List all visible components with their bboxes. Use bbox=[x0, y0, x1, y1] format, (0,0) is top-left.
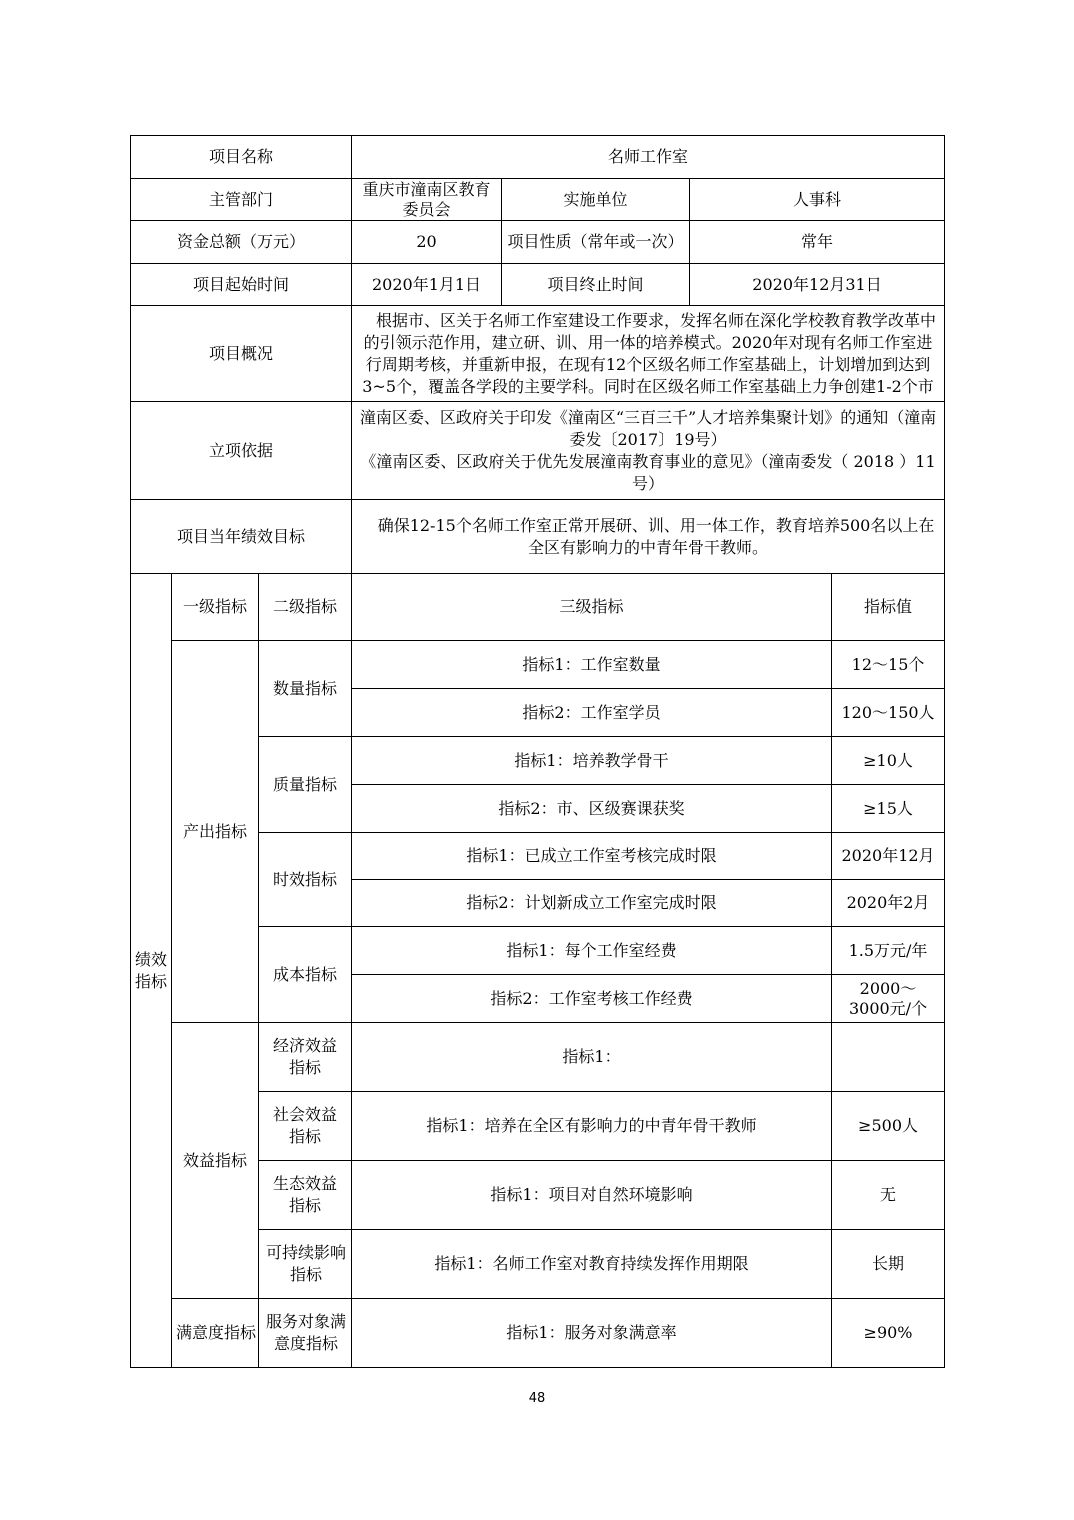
goal-text: 确保12-15个名师工作室正常开展研、训、用一体工作，教育培养500名以上在全区有影响力的中青年骨干教师。 bbox=[352, 500, 945, 574]
quality-indicator-label: 质量指标 bbox=[259, 737, 352, 833]
project-name-label: 项目名称 bbox=[131, 136, 352, 179]
indicator-value: 120～150人 bbox=[832, 689, 945, 737]
table-row bbox=[131, 641, 945, 689]
indicator-name: 指标2：工作室考核工作经费 bbox=[352, 975, 832, 1023]
eco-indicator-label: 生态效益指标 bbox=[259, 1161, 352, 1230]
indicator-name: 指标1：服务对象满意率 bbox=[352, 1299, 832, 1368]
col-value-header: 指标值 bbox=[832, 574, 945, 641]
basis-label: 立项依据 bbox=[131, 402, 352, 500]
indicator-value: ≥10人 bbox=[832, 737, 945, 785]
project-name-value: 名师工作室 bbox=[352, 136, 945, 179]
basis-text bbox=[352, 402, 945, 500]
indicator-name: 指标1：培养在全区有影响力的中青年骨干教师 bbox=[352, 1092, 832, 1161]
indicator-name: 指标2：计划新成立工作室完成时限 bbox=[352, 880, 832, 927]
indicator-name: 指标1：已成立工作室考核完成时限 bbox=[352, 833, 832, 880]
row-dates bbox=[131, 264, 945, 306]
goal-label: 项目当年绩效目标 bbox=[131, 500, 352, 574]
quantity-indicator-label: 数量指标 bbox=[259, 641, 352, 737]
economic-indicator-label: 经济效益指标 bbox=[259, 1023, 352, 1092]
sustain-indicator-label: 可持续影响指标 bbox=[259, 1230, 352, 1299]
row-department bbox=[131, 179, 945, 221]
indicator-name: 指标1：名师工作室对教育持续发挥作用期限 bbox=[352, 1230, 832, 1299]
basis-line-2: 《潼南区委、区政府关于优先发展潼南教育事业的意见》（潼南委发（ 2018 ）11号） bbox=[360, 451, 936, 493]
section-performance-label: 绩效指标 bbox=[131, 574, 172, 1368]
funds-value: 20 bbox=[352, 221, 502, 264]
impl-value: 人事科 bbox=[690, 179, 945, 221]
performance-target-table bbox=[130, 135, 945, 1368]
page-number: 48 bbox=[528, 1391, 546, 1406]
indicator-name: 指标2：工作室学员 bbox=[352, 689, 832, 737]
end-value: 2020年12月31日 bbox=[690, 264, 945, 306]
indicator-value: ≥500人 bbox=[832, 1092, 945, 1161]
col-level2-header: 二级指标 bbox=[259, 574, 352, 641]
basis-line-1: 潼南区委、区政府关于印发《潼南区“三百三千”人才培养集聚计划》的通知（潼南委发〔2017〕19号） bbox=[359, 407, 937, 449]
indicator-value: 2020年12月 bbox=[832, 833, 945, 880]
funds-label: 资金总额（万元） bbox=[131, 221, 352, 264]
indicator-name: 指标1：培养教学骨干 bbox=[352, 737, 832, 785]
indicator-value bbox=[832, 1023, 945, 1092]
nature-label: 项目性质（常年或一次） bbox=[502, 221, 690, 264]
output-indicator-label: 产出指标 bbox=[172, 641, 259, 1023]
indicator-name: 指标1： bbox=[352, 1023, 832, 1092]
indicator-value: 1.5万元/年 bbox=[832, 927, 945, 975]
cost-indicator-label: 成本指标 bbox=[259, 927, 352, 1023]
col-level3-header: 三级指标 bbox=[352, 574, 832, 641]
indicator-value: ≥90% bbox=[832, 1299, 945, 1368]
indicator-value: 长期 bbox=[832, 1230, 945, 1299]
dept-label: 主管部门 bbox=[131, 179, 352, 221]
row-basis bbox=[131, 402, 945, 500]
table-row bbox=[131, 1023, 945, 1092]
service-satisfaction-label: 服务对象满意度指标 bbox=[259, 1299, 352, 1368]
start-value: 2020年1月1日 bbox=[352, 264, 502, 306]
timeliness-indicator-label: 时效指标 bbox=[259, 833, 352, 927]
indicator-name: 指标1：每个工作室经费 bbox=[352, 927, 832, 975]
overview-text: 根据市、区关于名师工作室建设工作要求，发挥名师在深化学校教育教学改革中的引领示范作用，建立研、训、用一体的培养模式。2020年对现有名师工作室进行周期考核，并重新申报，在现有12个区级名师工作室基础上，计划增加到达到3~5个，覆盖各学段的主要学科。同时在区级名师工作室基础上力争创建1-2个市 bbox=[352, 306, 945, 402]
indicator-name: 指标1：项目对自然环境影响 bbox=[352, 1161, 832, 1230]
indicator-value: ≥15人 bbox=[832, 785, 945, 833]
row-project-name bbox=[131, 136, 945, 179]
row-indicator-header bbox=[131, 574, 945, 641]
indicator-value: 2000～3000元/个 bbox=[832, 975, 945, 1023]
benefit-indicator-label: 效益指标 bbox=[172, 1023, 259, 1299]
social-indicator-label: 社会效益指标 bbox=[259, 1092, 352, 1161]
indicator-value: 12～15个 bbox=[832, 641, 945, 689]
overview-label: 项目概况 bbox=[131, 306, 352, 402]
indicator-name: 指标1：工作室数量 bbox=[352, 641, 832, 689]
indicator-value: 2020年2月 bbox=[832, 880, 945, 927]
indicator-name: 指标2：市、区级赛课获奖 bbox=[352, 785, 832, 833]
col-level1-header: 一级指标 bbox=[172, 574, 259, 641]
dept-value: 重庆市潼南区教育委员会 bbox=[352, 179, 502, 221]
end-label: 项目终止时间 bbox=[502, 264, 690, 306]
table-row bbox=[131, 1299, 945, 1368]
start-label: 项目起始时间 bbox=[131, 264, 352, 306]
impl-label: 实施单位 bbox=[502, 179, 690, 221]
nature-value: 常年 bbox=[690, 221, 945, 264]
row-overview bbox=[131, 306, 945, 402]
row-goal bbox=[131, 500, 945, 574]
indicator-value: 无 bbox=[832, 1161, 945, 1230]
satisfaction-indicator-label: 满意度指标 bbox=[172, 1299, 259, 1368]
row-funds bbox=[131, 221, 945, 264]
